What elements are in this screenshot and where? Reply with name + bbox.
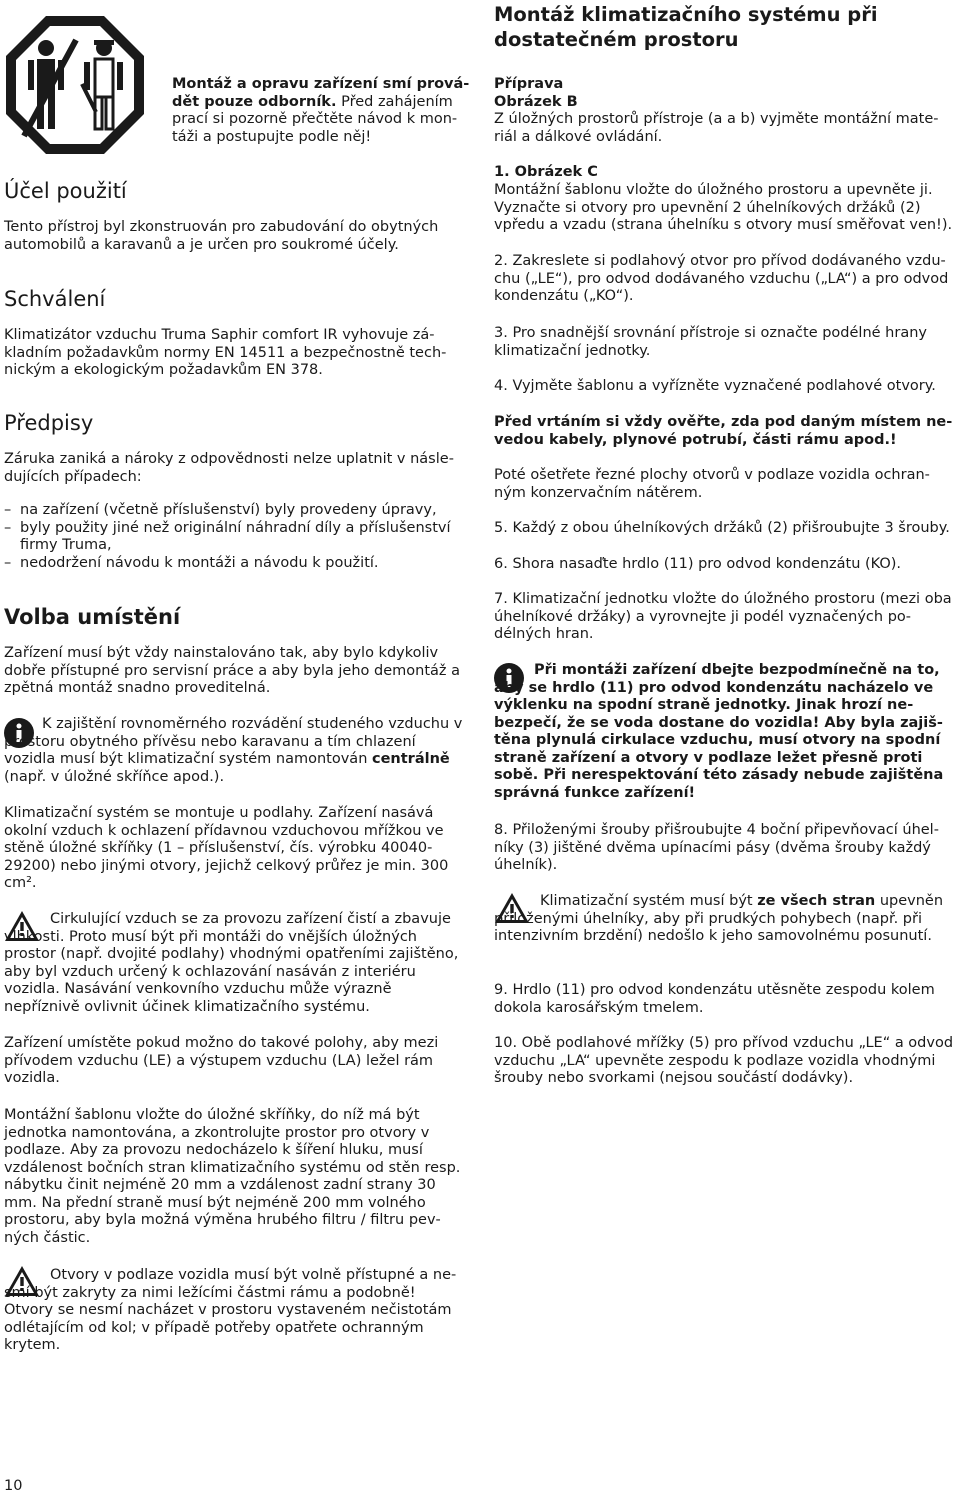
drill-warning: Před vrtáním si vždy ověřte, zda pod daným místem nevedou kabely, plynové potrubí, části rámu apod.!	[494, 414, 953, 448]
page-number: 10	[4, 1478, 23, 1494]
condensate-warning: Při montáži zařízení dbejte bezpodmínečně na to, aby se hrdlo (11) pro odvod kondenzátu nacházelo ve výklenku na spodní straně jednotky. Jinak hrozí nebezpečí, že se voda dostane do vozidla! Aby byla zajištěna plynulá cirkulace vzduchu, musí otvory na spodní straně zařízení a otvory v podlaze ležet přesně proti sobě. Při nerespektování této zásady nebude zajištěna správná funkce zařízení!	[494, 662, 944, 801]
step1-text: Montážní šablonu vložte do úložného prostoru a upevněte ji. Vyznačte si otvory pro upevnění 2 úhelníkových držáků (2) vpředu a vzadu (strana úhelníku s otvory musí směřovat ven!).	[494, 182, 953, 233]
expert-only-notice	[172, 76, 472, 146]
approval-heading: Schválení	[4, 287, 106, 311]
step8-text: 8. Přiloženými šrouby přišroubujte 4 boční připevňovací úhelníky (3) jištěné dvěma upínacími pásy (dvěma šrouby každý úhelník).	[494, 822, 939, 873]
usage-text: Tento přístroj byl zkonstruován pro zabudování do obytných automobilů a karavanů a je určen pro soukromé účely.	[4, 219, 439, 253]
location-heading: Volba umístění	[4, 605, 181, 629]
step2-text: 2. Zakreslete si podlahový otvor pro přívod dodávaného vzduchu („LE“), pro odvod dodávaného vzduchu („LA“) a pro odvod kondenzátu („KO“).	[494, 253, 949, 304]
rules-text: Záruka zaniká a nároky z odpovědnosti nelze uplatnit v následujících případech:	[4, 451, 454, 485]
position-text: Zařízení umístěte pokud možno do takové polohy, aby mezi přívodem vzduchu (LE) a výstupem vzduchu (LA) ležel rám vozidla.	[4, 1035, 439, 1086]
notice-line-3: prací si pozorně přečtěte návod k mon-	[172, 111, 458, 127]
list-item: – byly použity jiné než originální náhradní díly a příslušenství firmy Truma,	[4, 520, 466, 555]
notice-line-2: dět pouze odborník. Před zahájením	[172, 93, 453, 110]
notice-line-1: Montáž a opravu zařízení smí prová-	[172, 76, 470, 92]
step4-text: 4. Vyjměte šablonu a vyřízněte vyznačené podlahové otvory.	[494, 378, 936, 394]
info-central-note: K zajištění rovnoměrného rozvádění studeného vzduchu v prostoru obytného přívěsu nebo karavanu a tím chlazení vozidla musí být klimatizační systém namontován centrálně (např. v úložné skříňce apod.).	[4, 716, 463, 785]
page-title	[494, 2, 958, 52]
step3-text: 3. Pro snadnější srovnání přístroje si označte podélné hrany klimatizační jednotky.	[494, 325, 927, 359]
usage-heading: Účel použití	[4, 179, 127, 203]
notice-line-4: táži a postupujte podle něj!	[172, 128, 372, 145]
expert-only-warning-icon	[4, 14, 146, 156]
prep-heading: Příprava Obrázek B	[494, 76, 578, 110]
step5-text: 5. Každý z obou úhelníkových držáků (2) přišroubujte 3 šrouby.	[494, 520, 950, 536]
prep-text: Z úložných prostorů přístroje (a a b) vyjměte montážní materiál a dálkové ovládání.	[494, 111, 939, 145]
rules-list	[4, 502, 466, 572]
treat-text: Poté ošetřete řezné plochy otvorů v podlaze vozidla ochranným konzervačním nátěrem.	[494, 467, 930, 501]
circulation-warning: Cirkulující vzduch se za provozu zařízení čistí a zbavuje vlhkosti. Proto musí být při montáži do vnějších úložných prostor (např. dvojité podlahy) vhodnými opatřeními zajištěno, aby byl vzduch určený k ochlazování nasáván z interiéru vozidla. Nasávání venkovního vzduchu může výrazně nepříznivě ovlivnit účinek klimatizačního systému.	[4, 911, 459, 1015]
step10-text: 10. Obě podlahové mřížky (5) pro přívod vzduchu „LE“ a odvod vzduchu „LA“ upevněte zespodu k podlaze vozidla vhodnými šrouby nebo svorkami (nejsou součástí dodávky).	[494, 1035, 954, 1086]
list-item: – na zařízení (včetně příslušenství) byly provedeny úpravy,	[4, 502, 466, 520]
rules-heading: Předpisy	[4, 411, 94, 435]
template-text: Montážní šablonu vložte do úložné skříňky, do níž má být jednotka namontována, a zkontrolujte prostor pro otvory v podlaze. Aby za provozu nedocházelo k šíření hluku, musí vzdálenost bočních stran klimatizačního systému od stěn resp. nábytku činit nejméně 20 mm a vzdálenost zadní strany 30 mm. Na přední straně musí být nejméně 200 mm volného prostoru, aby byla možná výměna hrubého filtru / filtru pevných částic.	[4, 1107, 461, 1246]
openings-warning: Otvory v podlaze vozidla musí být volně přístupné a nesmí být zakryty za nimi ležícími částmi rámu a podobně! Otvory se nesmí nacházet v prostoru vystaveném nečistotám odlétajícím od kol; v případě potřeby opatřete ochranným krytem.	[4, 1267, 457, 1353]
fastening-warning: Klimatizační systém musí být ze všech stran upevněn přiloženými úhelníky, aby při prudkých pohybech (např. při intenzivním brzdění) nedošlo k jeho samovolnému posunutí.	[494, 893, 944, 944]
step9-text: 9. Hrdlo (11) pro odvod kondenzátu utěsněte zespodu kolem dokola karosářským tmelem.	[494, 982, 935, 1016]
step6-text: 6. Shora nasaďte hrdlo (11) pro odvod kondenzátu (KO).	[494, 556, 902, 572]
location-text: Zařízení musí být vždy nainstalováno tak, aby bylo kdykoliv dobře přístupné pro servisní práce a aby byla jeho demontáž a zpětná montáž snadno proveditelná.	[4, 645, 460, 696]
step1-heading: 1. Obrázek C	[494, 164, 598, 180]
page-title-line-1: Montáž klimatizačního systému při	[494, 3, 878, 26]
page-title-line-2: dostatečném prostoru	[494, 28, 739, 51]
list-item: – nedodržení návodu k montáži a návodu k použití.	[4, 555, 466, 573]
floor-mount-text: Klimatizační systém se montuje u podlahy. Zařízení nasává okolní vzduch k ochlazení přídavnou vzduchovou mřížkou ve stěně úložné skříňky (1 – příslušenství, čís. výrobku 40040-29200) nebo jinými otvory, jejichž celkový průřez je min. 300 cm².	[4, 805, 449, 891]
step7-text: 7. Klimatizační jednotku vložte do úložného prostoru (mezi oba úhelníkové držáky) a vyrovnejte ji podél vyznačených podélných hran.	[494, 591, 952, 642]
approval-text: Klimatizátor vzduchu Truma Saphir comfort IR vyhovuje základním požadavkům normy EN 14511 a bezpečnostně technickým a ekologickým požadavkům EN 378.	[4, 327, 447, 378]
